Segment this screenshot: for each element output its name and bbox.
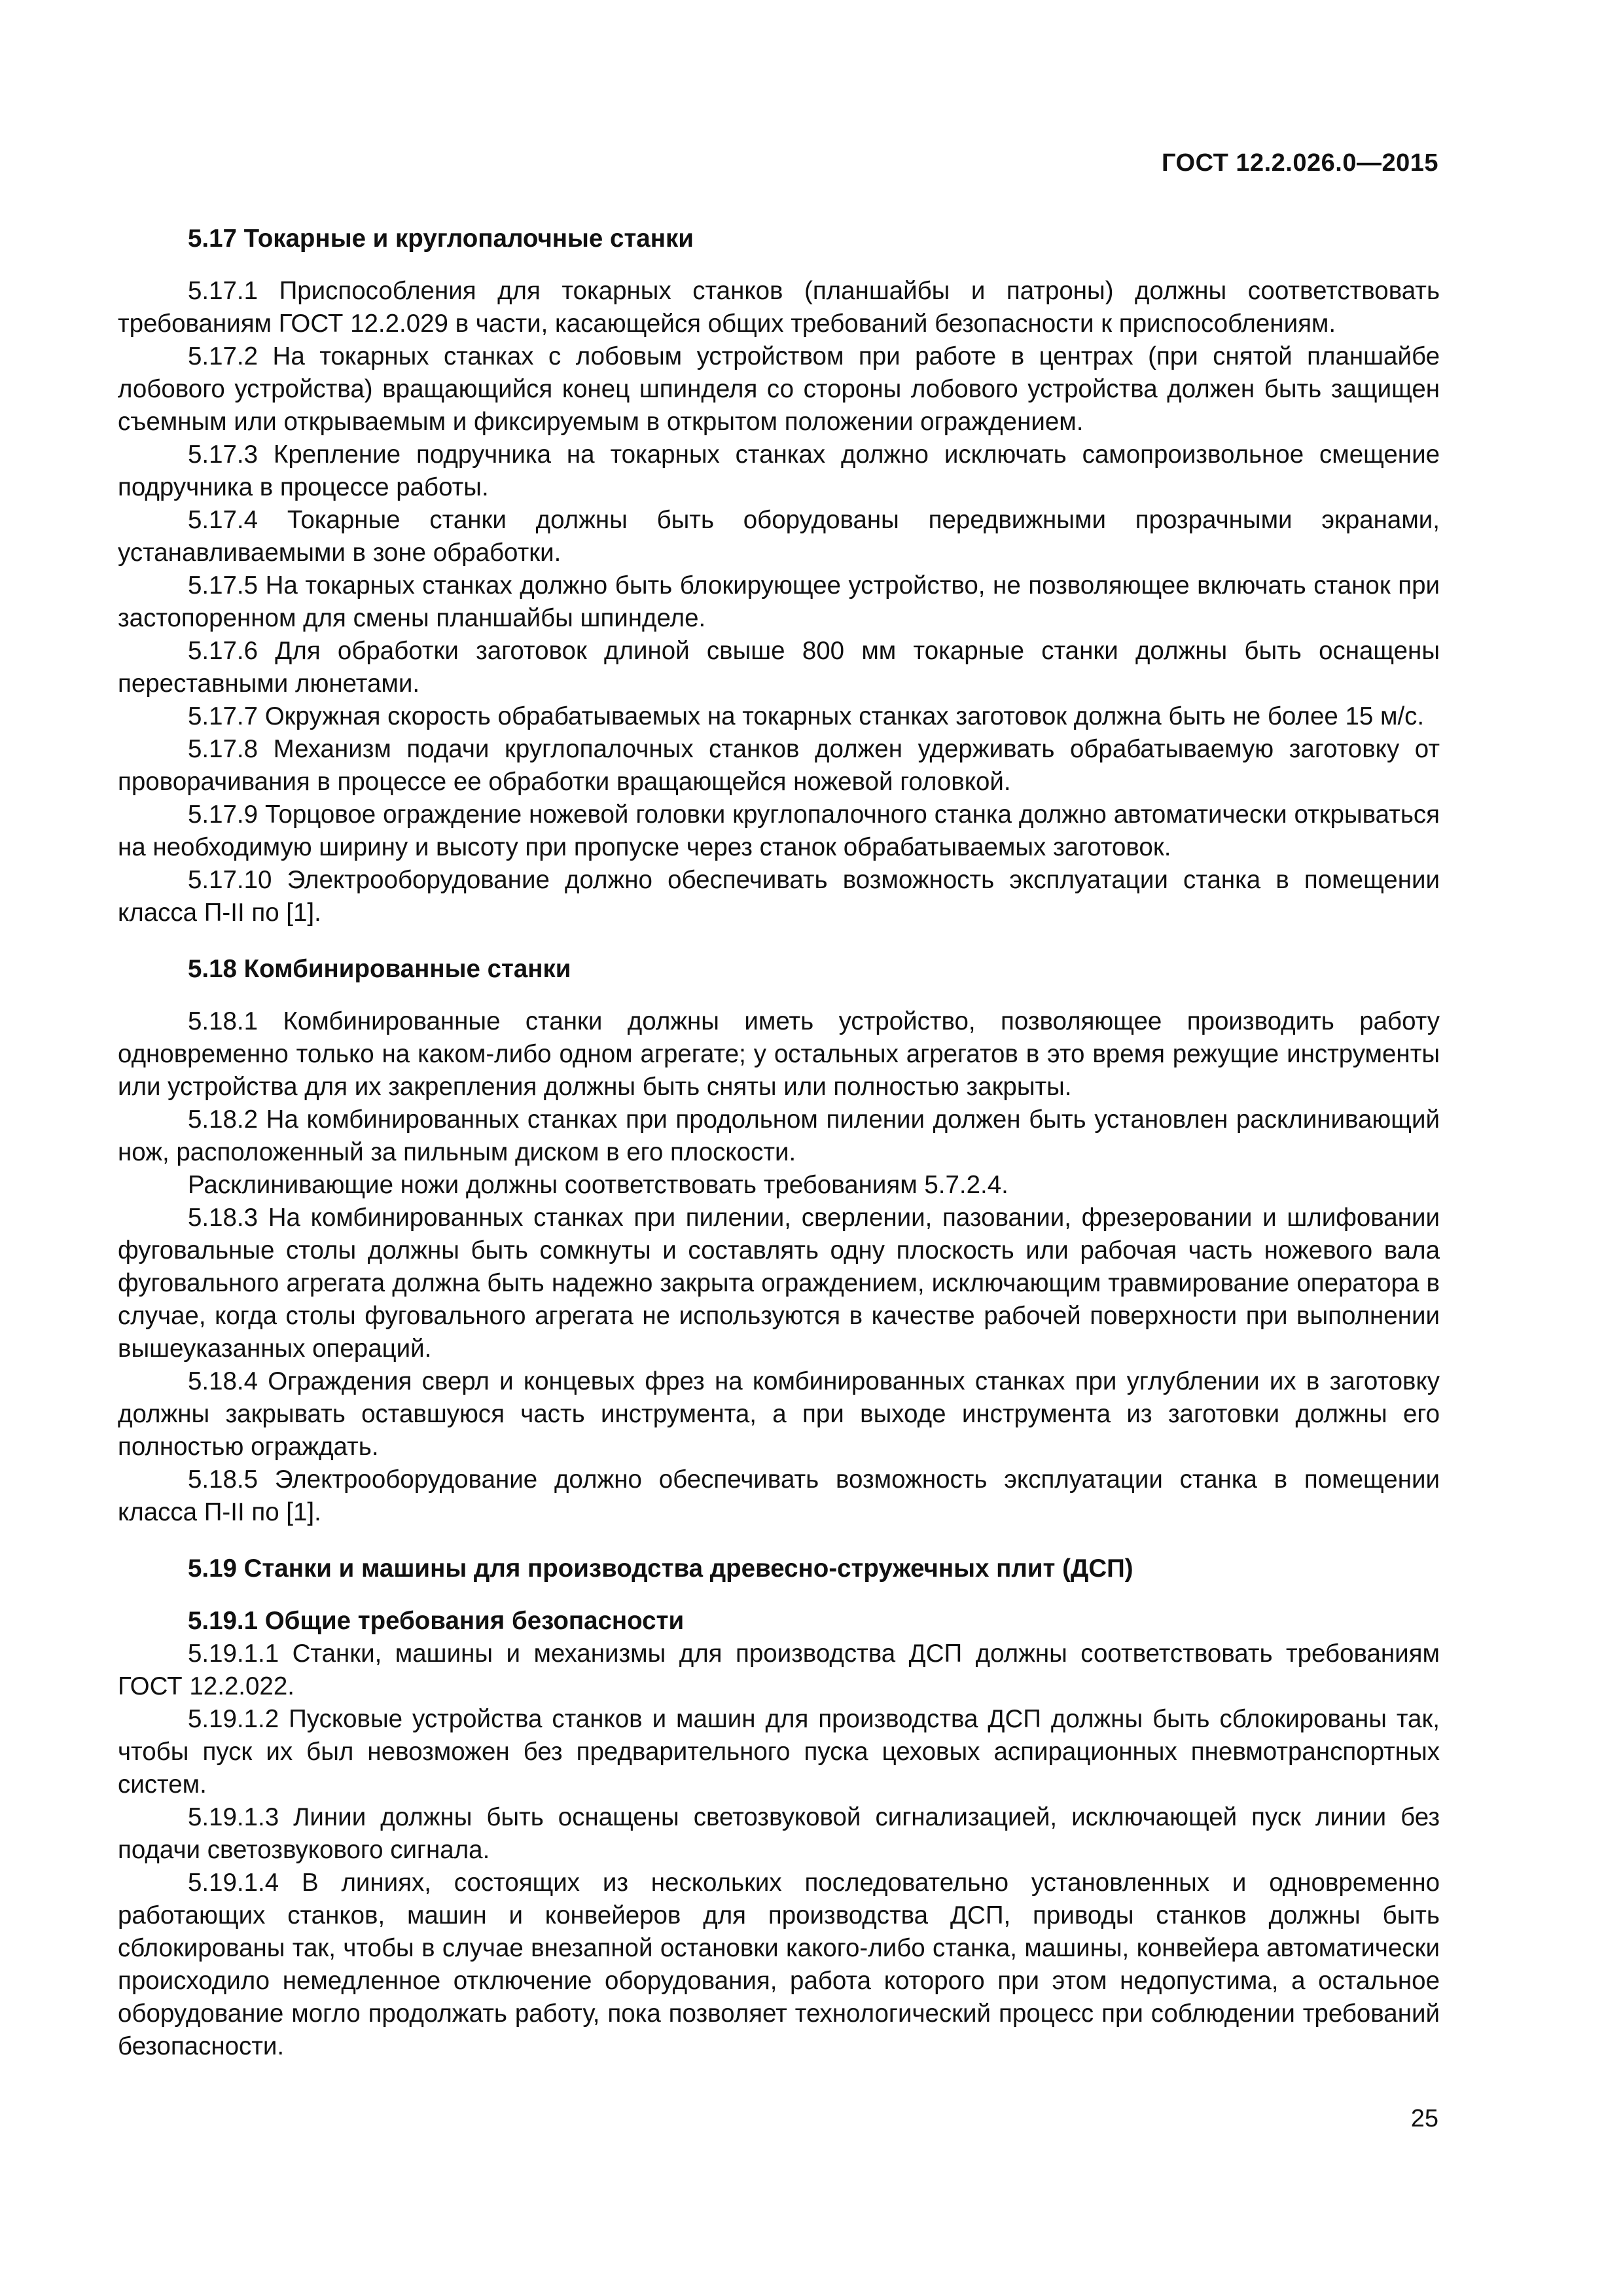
section-title: 5.17 Токарные и круглопалочные станки <box>188 224 694 253</box>
subsection-title: 5.19.1 Общие требования безопасности <box>188 1607 685 1635</box>
paragraph: 5.18.5 Электрооборудование должно обеспечивать возможность эксплуатации станка в помещении класса П-II по [1]. <box>118 1465 1440 1526</box>
paragraph: 5.17.5 На токарных станках должно быть блокирующее устройство, не позволяющее включать станок при застопоренном для смены планшайбы шпинделе. <box>118 571 1440 632</box>
paragraph: 5.19.1.3 Линии должны быть оснащены светозвуковой сигнализацией, исключающей пуск линии без подачи светозвукового сигнала. <box>118 1803 1440 1864</box>
section-title: 5.19 Станки и машины для производства древесно-стружечных плит (ДСП) <box>188 1554 1133 1583</box>
paragraph: 5.18.3 На комбинированных станках при пилении, сверлении, пазовании, фрезеровании и шлифовании фуговальные столы должны быть сомкнуты и составлять одну плоскость или рабочая часть ножевого вала фуговального агрегата должна быть надежно закрыта ограждением, исключающим травмирование оператора в случае, когда столы фуговального агрегата не используются в качестве рабочей поверхности при выполнении вышеуказанных операций. <box>118 1204 1440 1363</box>
paragraph: 5.17.4 Токарные станки должны быть оборудованы передвижными прозрачными экранами, устанавливаемыми в зоне обработки. <box>118 506 1440 567</box>
paragraph: Расклинивающие ножи должны соответствовать требованиям 5.7.2.4. <box>188 1171 1008 1199</box>
page-number: 25 <box>1410 2105 1438 2132</box>
paragraph: 5.18.2 На комбинированных станках при продольном пилении должен быть установлен расклинивающий нож, расположенный за пильным диском в его плоскости. <box>118 1105 1440 1166</box>
standard-header: ГОСТ 12.2.026.0—2015 <box>1161 149 1438 177</box>
paragraph: 5.17.2 На токарных станках с лобовым устройством при работе в центрах (при снятой планшайбе лобового устройства) вращающийся конец шпинделя со стороны лобового устройства должен быть защищен съемным или открываемым и фиксируемым в открытом положении ограждением. <box>118 342 1440 436</box>
paragraph: 5.19.1.4 В линиях, состоящих из нескольких последовательно установленных и одновременно работающих станков, машин и конвейеров для производства ДСП, приводы станков должны быть сблокированы так, чтобы в случае внезапной остановки какого-либо станка, машины, конвейера автоматически происходило немедленное отключение оборудования, работа которого при этом недопустима, а остальное оборудование могло продолжать работу, пока позволяет технологический процесс при соблюдении требований безопасности. <box>118 1869 1440 2060</box>
paragraph: 5.18.4 Ограждения сверл и концевых фрез на комбинированных станках при углублении их в заготовку должны закрывать оставшуюся часть инструмента, а при выходе инструмента из заготовки должны его полностью ограждать. <box>118 1367 1440 1461</box>
paragraph: 5.17.3 Крепление подручника на токарных станках должно исключать самопроизвольное смещение подручника в процессе работы. <box>118 440 1440 501</box>
page-content <box>118 223 1440 2063</box>
paragraph: 5.19.1.1 Станки, машины и механизмы для производства ДСП должны соответствовать требованиям ГОСТ 12.2.022. <box>118 1640 1440 1700</box>
paragraph: 5.17.8 Механизм подачи круглопалочных станков должен удерживать обрабатываемую заготовку от проворачивания в процессе ее обработки вращающейся ножевой головкой. <box>118 735 1440 796</box>
paragraph: 5.17.1 Приспособления для токарных станков (планшайбы и патроны) должны соответствовать требованиям ГОСТ 12.2.029 в части, касающейся общих требований безопасности к приспособлениям. <box>118 277 1440 338</box>
paragraph: 5.18.1 Комбинированные станки должны иметь устройство, позволяющее производить работу одновременно только на каком-либо одном агрегате; у остальных агрегатов в это время режущие инструменты или устройства для их закрепления должны быть сняты или полностью закрыты. <box>118 1007 1440 1101</box>
paragraph: 5.17.7 Окружная скорость обрабатываемых на токарных станках заготовок должна быть не более 15 м/с. <box>188 702 1425 730</box>
paragraph: 5.17.10 Электрооборудование должно обеспечивать возможность эксплуатации станка в помещении класса П-II по [1]. <box>118 866 1440 927</box>
paragraph: 5.19.1.2 Пусковые устройства станков и машин для производства ДСП должны быть сблокированы так, чтобы пуск их был невозможен без предварительного пуска цеховых аспирационных пневмотранспортных систем. <box>118 1705 1440 1799</box>
paragraph: 5.17.9 Торцовое ограждение ножевой головки круглопалочного станка должно автоматически открываться на необходимую ширину и высоту при пропуске через станок обрабатываемых заготовок. <box>118 800 1440 861</box>
section-title: 5.18 Комбинированные станки <box>188 955 571 983</box>
paragraph: 5.17.6 Для обработки заготовок длиной свыше 800 мм токарные станки должны быть оснащены переставными люнетами. <box>118 637 1440 698</box>
